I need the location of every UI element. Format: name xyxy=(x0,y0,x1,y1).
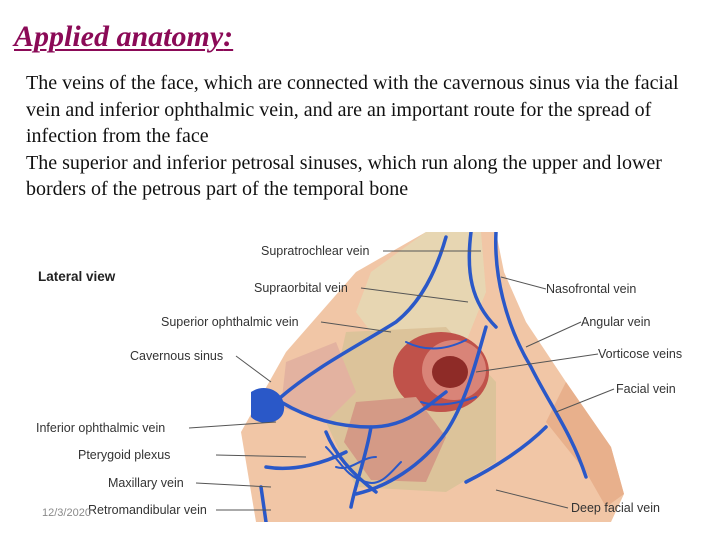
slide-title-colon: : xyxy=(223,20,234,53)
label-retromandibular-vein: Retromandibular vein xyxy=(88,503,207,517)
slide-title-text: Applied anatomy xyxy=(14,20,224,53)
label-supratrochlear-vein: Supratrochlear vein xyxy=(261,244,370,258)
label-maxillary-vein: Maxillary vein xyxy=(108,476,184,490)
label-angular-vein: Angular vein xyxy=(581,315,651,329)
label-vorticose-veins: Vorticose veins xyxy=(598,347,683,361)
slide-date: 12/3/2020 xyxy=(42,507,91,519)
body-text xyxy=(26,70,706,203)
label-supraorbital-vein: Supraorbital vein xyxy=(254,281,348,295)
label-facial-vein: Facial vein xyxy=(616,382,676,396)
figure-view-label: Lateral view xyxy=(38,269,116,284)
paragraph-facial-veins: The veins of the face, which are connected with the cavernous sinus via the facial vein and inferior ophthalmic vein, and are an important route for the spread of infection from the face xyxy=(26,72,679,147)
anatomy-figure xyxy=(26,232,706,522)
label-nasofrontal-vein: Nasofrontal vein xyxy=(546,282,637,296)
label-cavernous-sinus: Cavernous sinus xyxy=(130,349,224,363)
label-inferior-ophthalmic-vein: Inferior ophthalmic vein xyxy=(36,421,166,435)
label-deep-facial-vein: Deep facial vein xyxy=(571,501,660,515)
slide-title xyxy=(14,20,233,54)
paragraph-petrosal-sinuses: The superior and inferior petrosal sinuses, which run along the upper and lower borders of the petrous part of the temporal bone xyxy=(26,151,662,200)
label-superior-ophthalmic-vein: Superior ophthalmic vein xyxy=(161,315,299,329)
label-pterygoid-plexus: Pterygoid plexus xyxy=(78,448,171,462)
